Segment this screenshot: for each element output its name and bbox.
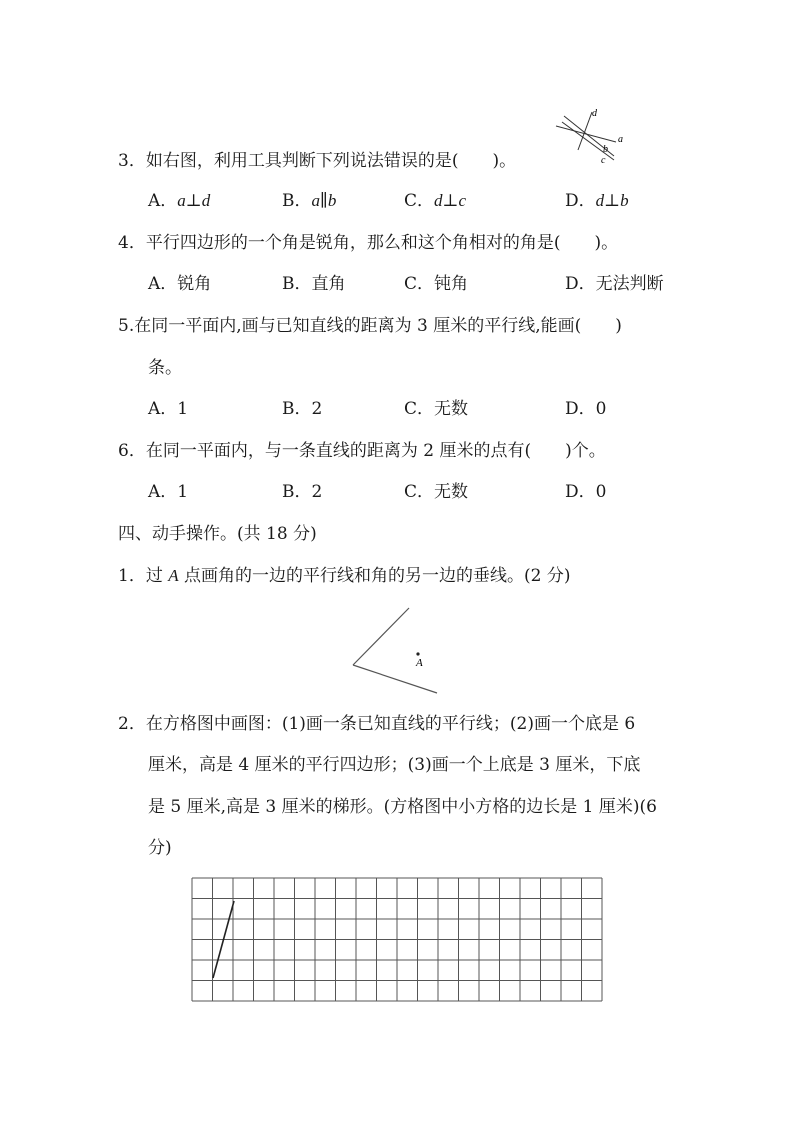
- q3-option-b-var1: a: [311, 191, 320, 210]
- q3-figure-label-b: b: [603, 144, 608, 155]
- q4-option-d[interactable]: D．无法判断: [565, 274, 664, 294]
- angle-ray-lower: [353, 665, 437, 693]
- q3-option-b-letter: B．: [282, 191, 312, 211]
- angle-ray-upper: [353, 608, 409, 665]
- q3-figure-label-d: d: [592, 108, 597, 119]
- q5-option-c[interactable]: C．无数: [404, 399, 469, 419]
- q6-stem: 6．在同一平面内，与一条直线的距离为 2 厘米的点有( )个。: [118, 441, 606, 461]
- q6-option-d[interactable]: D．0: [565, 482, 607, 502]
- q3-stem: 3．如右图，利用工具判断下列说法错误的是( )。: [118, 151, 517, 171]
- q3-figure-label-a: a: [618, 134, 623, 145]
- q4-option-c[interactable]: C．钝角: [404, 274, 469, 294]
- q3-option-a-var2: d: [201, 191, 211, 210]
- q4-stem: 4．平行四边形的一个角是锐角，那么和这个角相对的角是( )。: [118, 233, 619, 253]
- q3-option-a-var1: a: [177, 191, 186, 210]
- q3-option-d[interactable]: [565, 190, 629, 212]
- q3-option-c[interactable]: [404, 190, 466, 212]
- q4-option-a[interactable]: A．锐角: [148, 274, 212, 294]
- q5-option-b[interactable]: B．2: [282, 399, 323, 419]
- s4-q1-rest: 点画角的一边的平行线和角的另一边的垂线。(2 分): [178, 566, 571, 586]
- q3-option-a-letter: A．: [148, 191, 178, 211]
- q3-figure-label-c: c: [601, 155, 606, 166]
- s4-q2-line3: 是 5 厘米,高是 3 厘米的梯形。(方格图中小方格的边长是 1 厘米)(6: [148, 797, 657, 817]
- q3-option-c-var2: c: [458, 191, 467, 210]
- q3-option-d-op: ⊥: [604, 191, 621, 211]
- s4-q1-point: A: [168, 566, 179, 585]
- q3-option-a[interactable]: [148, 190, 210, 212]
- s4-q2-line2: 厘米，高是 4 厘米的平行四边形；(3)画一个上底是 3 厘米，下底: [148, 755, 641, 775]
- q3-option-b-op: ∥: [320, 191, 328, 210]
- q6-option-c[interactable]: C．无数: [404, 482, 469, 502]
- s4-q1-num: 1．过: [118, 566, 169, 586]
- s4-q2-line1: 2．在方格图中画图：(1)画一条已知直线的平行线；(2)画一个底是 6: [118, 714, 636, 734]
- q4-option-b[interactable]: B．直角: [282, 274, 346, 294]
- point-a-dot: [416, 652, 419, 655]
- square-grid[interactable]: [190, 877, 606, 1003]
- q3-option-d-var1: d: [595, 191, 605, 210]
- q3-option-b-var2: b: [327, 191, 337, 210]
- q3-option-c-letter: C．: [404, 191, 435, 211]
- q3-option-a-op: ⊥: [185, 191, 202, 211]
- q5-stem-line1: 5.在同一平面内,画与已知直线的距离为 3 厘米的平行线,能画( ): [118, 316, 622, 336]
- q3-option-c-op: ⊥: [442, 191, 459, 211]
- q3-option-c-var1: d: [434, 191, 443, 210]
- grid-lines: [192, 878, 602, 1001]
- s4-q2-line4: 分): [148, 838, 172, 858]
- q6-option-b[interactable]: B．2: [282, 482, 323, 502]
- q3-option-b[interactable]: [282, 190, 336, 212]
- q6-option-a[interactable]: A．1: [148, 482, 189, 502]
- q5-option-d[interactable]: D．0: [565, 399, 607, 419]
- q3-line-figure: [548, 102, 628, 166]
- q3-option-d-letter: D．: [565, 191, 596, 211]
- angle-figure: [345, 604, 445, 700]
- q5-option-a[interactable]: A．1: [148, 399, 189, 419]
- q3-option-d-var2: b: [620, 191, 629, 210]
- point-a-label: A: [416, 657, 423, 669]
- section4-heading: 四、动手操作。(共 18 分): [118, 524, 317, 544]
- q5-stem-line2: 条。: [148, 358, 182, 378]
- s4-q1-stem: [118, 565, 571, 587]
